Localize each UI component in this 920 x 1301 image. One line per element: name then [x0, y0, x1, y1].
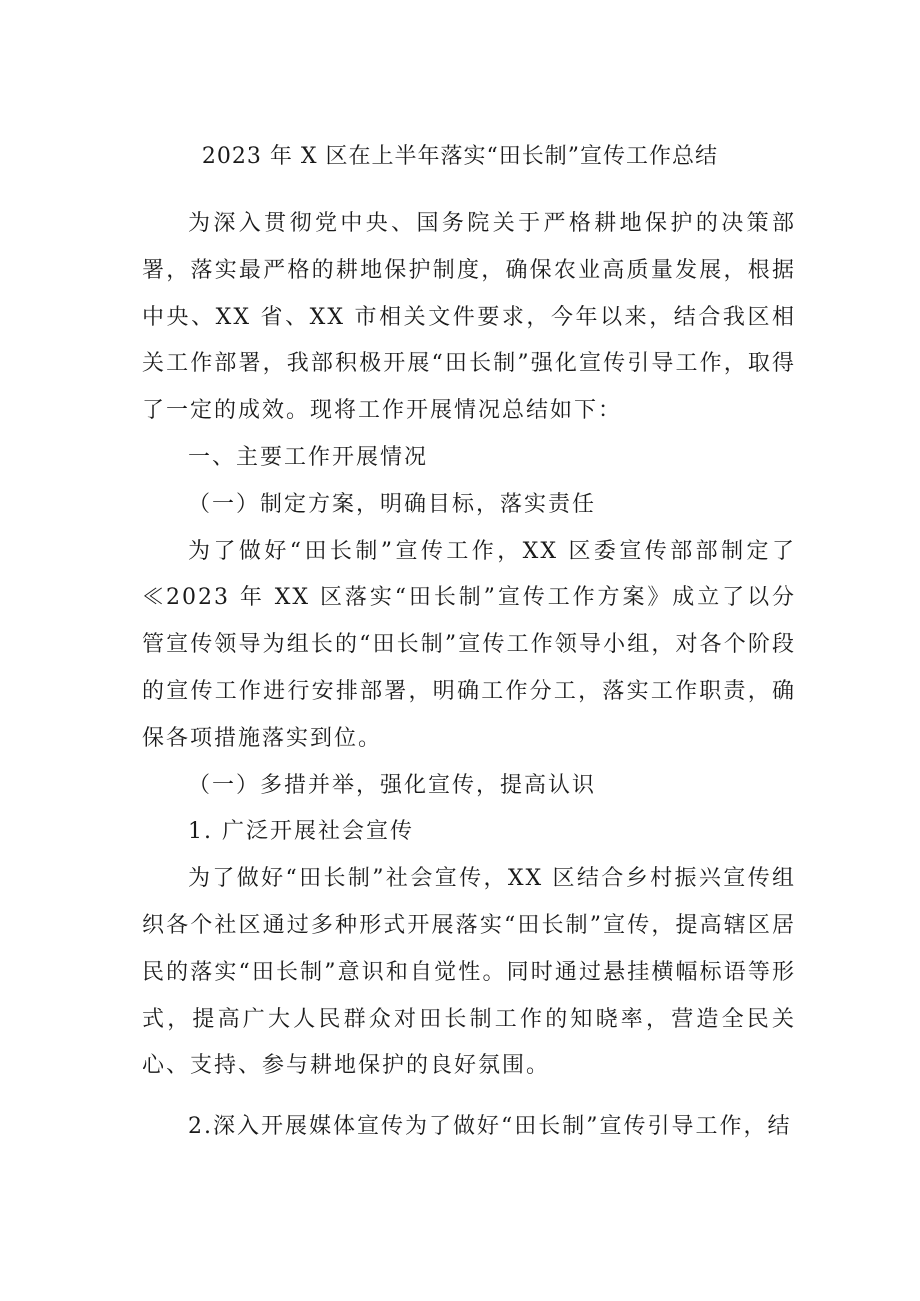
- body-paragraph-social: 为了做好“田长制”社会宣传，XX 区结合乡村振兴宣传组织各个社区通过多种形式开展落实“田长制”宣传，提高辖区居民的落实“田长制”意识和自觉性。同时通过悬挂横幅标语等形式，提高广大人民群众对田长制工作的知晓率，营造全民关心、支持、参与耕地保护的良好氛围。: [142, 866, 796, 1079]
- subsection-heading-1: （一）制定方案，明确目标，落实责任: [188, 491, 597, 517]
- body-paragraph-plan: 为了做好“田长制”宣传工作，XX 区委宣传部部制定了≪2023 年 XX 区落实“田长制”宣传工作方案》成立了以分管宣传领导为组长的“田长制”宣传工作领导小组，对各个阶段的宣传工作进行安排部署，明确工作分工，落实工作职责，确保各项措施落实到位。: [142, 538, 796, 751]
- document-body: [142, 201, 796, 1151]
- paragraph-gap: [142, 1090, 796, 1104]
- item-heading-2: 2.深入开展媒体宣传为了做好“田长制”宣传引导工作，结: [188, 1114, 792, 1140]
- section-heading-1: 一、主要工作开展情况: [188, 444, 429, 470]
- subsection-heading-2: （一）多措并举，强化宣传，提高认识: [188, 772, 597, 798]
- intro-paragraph: 为深入贯彻党中央、国务院关于严格耕地保护的决策部署，落实最严格的耕地保护制度，确保农业高质量发展，根据中央、XX 省、XX 市相关文件要求，今年以来，结合我区相关工作部署，我部积极开展“田长制”强化宣传引导工作，取得了一定的成效。现将工作开展情况总结如下：: [142, 211, 796, 424]
- document-title: 2023 年 X 区在上半年落实“田长制”宣传工作总结: [201, 144, 719, 169]
- item-heading-1: 1. 广泛开展社会宣传: [188, 819, 414, 845]
